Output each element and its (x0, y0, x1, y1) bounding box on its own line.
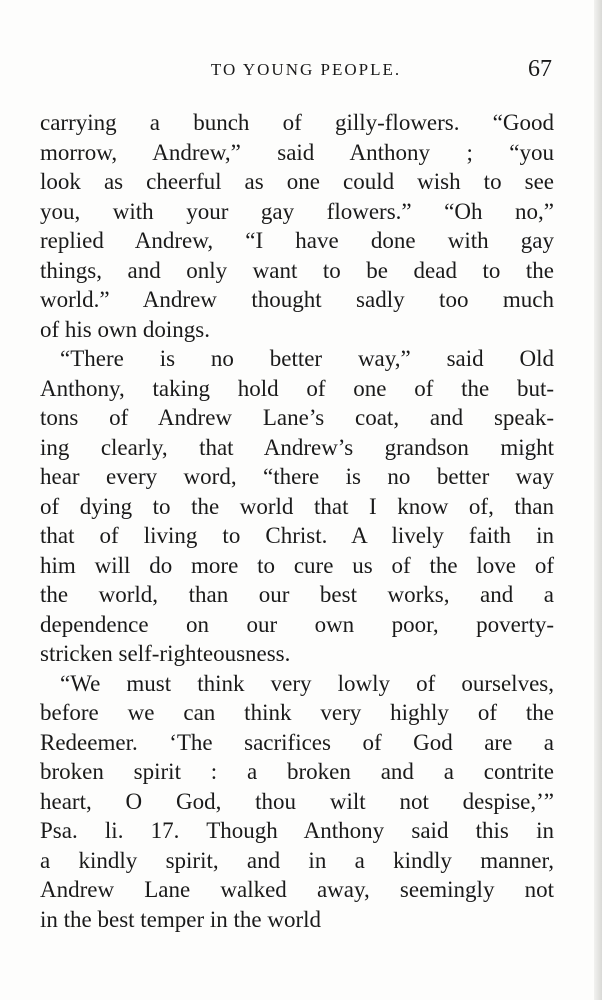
text-line: heart, O God, thou wilt not despise,’” (40, 788, 554, 814)
text-line: that of living to Christ. A lively faith in (40, 523, 554, 548)
running-head: TO YOUNG PEOPLE. (210, 60, 402, 79)
text-line: world.” Andrew thought sadly too much (40, 287, 554, 312)
text-line: Redeemer. ‘The sacrifices of God are a (40, 729, 554, 755)
text-line: Andrew Lane walked away, seemingly not (40, 877, 554, 902)
text-line: “There is no better way,” said Old (60, 346, 554, 371)
text-line: tons of Andrew Lane’s coat, and speak- (40, 405, 554, 430)
text-line: morrow, Andrew,” said Anthony ; “you (40, 139, 554, 165)
text-line: things, and only want to be dead to the (40, 257, 554, 283)
text-line: you, with your gay flowers.” “Oh no,” (40, 198, 554, 224)
page-edge-shadow (594, 0, 602, 1000)
text-line: dependence on our own poor, poverty- (40, 611, 554, 637)
text-line: stricken self-righteousness. (40, 641, 291, 666)
page-header (40, 56, 552, 88)
text-line: broken spirit : a broken and a contrite (40, 759, 554, 784)
text-line: replied Andrew, “I have done with gay (40, 228, 554, 253)
text-line: him will do more to cure us of the love of (40, 552, 554, 578)
text-line: look as cheerful as one could wish to see (40, 169, 554, 194)
page-number: 67 (528, 56, 552, 82)
text-line: Psa. li. 17. Though Anthony said this in (40, 818, 554, 843)
text-line: of his own doings. (40, 316, 210, 342)
body-text (40, 108, 554, 934)
text-line: before we can think very highly of the (40, 700, 554, 725)
text-line: carrying a bunch of gilly-flowers. “Good (40, 110, 554, 135)
text-line: ing clearly, that Andrew’s grandson might (40, 434, 554, 460)
text-line: a kindly spirit, and in a kindly manner, (40, 847, 554, 873)
text-line: Anthony, taking hold of one of the but- (40, 375, 554, 401)
text-line: “We must think very lowly of ourselves, (60, 670, 554, 696)
text-line: of dying to the world that I know of, than (40, 493, 554, 519)
text-line: the world, than our best works, and a (40, 582, 554, 607)
text-line: in the best temper in the world (40, 906, 322, 932)
text-line: hear every word, “there is no better way (40, 464, 554, 489)
